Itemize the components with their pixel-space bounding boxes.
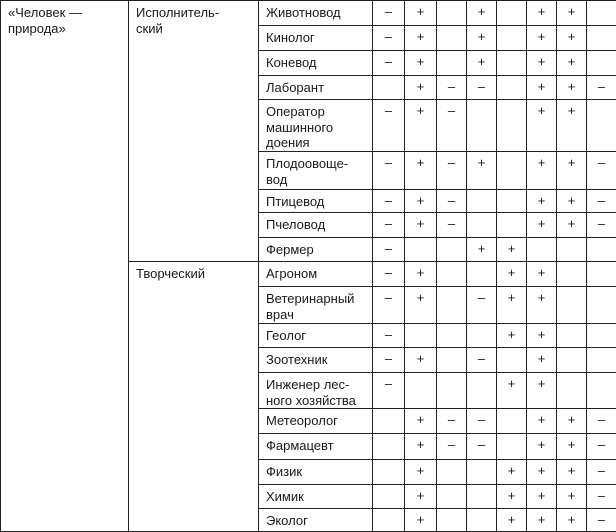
mark-cell <box>556 347 586 372</box>
mark-cell: + <box>556 75 586 99</box>
mark-cell: + <box>404 75 436 99</box>
mark-cell: – <box>586 484 616 508</box>
mark-cell: + <box>466 25 496 50</box>
profession-cell: Оператор машинного доения <box>258 99 372 151</box>
mark-cell <box>526 237 556 261</box>
mark-cell: + <box>556 189 586 212</box>
mark-cell <box>586 323 616 347</box>
mark-cell <box>372 433 404 459</box>
mark-cell: + <box>526 459 556 484</box>
mark-cell: + <box>526 433 556 459</box>
profession-cell: Лаборант <box>258 75 372 99</box>
mark-cell: + <box>556 408 586 433</box>
mark-cell <box>372 75 404 99</box>
profession-cell: Инженер лес- ного хозяйства <box>258 372 372 408</box>
mark-cell: – <box>372 0 404 25</box>
mark-cell <box>372 484 404 508</box>
mark-cell: + <box>404 50 436 75</box>
mark-cell <box>404 237 436 261</box>
mark-cell: + <box>404 347 436 372</box>
mark-cell <box>436 508 466 532</box>
mark-cell: + <box>526 50 556 75</box>
mark-cell: + <box>556 212 586 237</box>
mark-cell: + <box>404 212 436 237</box>
mark-cell <box>436 237 466 261</box>
mark-cell: – <box>466 286 496 323</box>
mark-cell <box>496 99 526 151</box>
profession-cell: Ветеринарный врач <box>258 286 372 323</box>
mark-cell: – <box>436 99 466 151</box>
mark-cell: + <box>404 0 436 25</box>
mark-cell: – <box>372 347 404 372</box>
profession-cell: Пчеловод <box>258 212 372 237</box>
mark-cell <box>586 50 616 75</box>
mark-cell <box>556 237 586 261</box>
mark-cell <box>436 25 466 50</box>
mark-cell: – <box>372 25 404 50</box>
mark-cell: – <box>586 212 616 237</box>
mark-cell: – <box>372 323 404 347</box>
profession-cell: Эколог <box>258 508 372 532</box>
mark-cell <box>556 286 586 323</box>
profession-cell: Агроном <box>258 261 372 286</box>
mark-cell: – <box>466 347 496 372</box>
mark-cell: + <box>526 347 556 372</box>
mark-cell: + <box>526 323 556 347</box>
mark-cell <box>586 99 616 151</box>
activity-type-cell: Исполнитель- ский <box>128 0 258 261</box>
profession-cell: Метеоролог <box>258 408 372 433</box>
activity-type-cell: Творческий <box>128 261 258 532</box>
mark-cell: + <box>526 484 556 508</box>
mark-cell: – <box>436 408 466 433</box>
mark-cell: + <box>556 25 586 50</box>
mark-cell <box>436 50 466 75</box>
profession-cell: Животновод <box>258 0 372 25</box>
mark-cell: + <box>466 151 496 189</box>
mark-cell: – <box>586 433 616 459</box>
mark-cell <box>436 372 466 408</box>
mark-cell <box>404 323 436 347</box>
mark-cell: – <box>372 237 404 261</box>
mark-cell <box>496 0 526 25</box>
profession-cell: Птицевод <box>258 189 372 212</box>
mark-cell: + <box>466 50 496 75</box>
mark-cell: + <box>556 508 586 532</box>
mark-cell <box>496 151 526 189</box>
mark-cell: – <box>372 212 404 237</box>
mark-cell: – <box>586 459 616 484</box>
mark-cell: – <box>586 508 616 532</box>
mark-cell: + <box>496 484 526 508</box>
mark-cell: + <box>526 151 556 189</box>
mark-cell: + <box>404 25 436 50</box>
mark-cell: – <box>466 408 496 433</box>
mark-cell <box>466 212 496 237</box>
mark-cell <box>466 189 496 212</box>
mark-cell: + <box>526 212 556 237</box>
mark-cell: + <box>526 261 556 286</box>
mark-cell: – <box>372 50 404 75</box>
mark-cell <box>466 323 496 347</box>
mark-cell <box>496 408 526 433</box>
mark-cell <box>466 459 496 484</box>
mark-cell: + <box>404 459 436 484</box>
mark-cell <box>404 372 436 408</box>
mark-cell: + <box>404 99 436 151</box>
mark-cell: + <box>496 237 526 261</box>
mark-cell: + <box>556 0 586 25</box>
mark-cell <box>466 484 496 508</box>
profession-cell: Химик <box>258 484 372 508</box>
mark-cell <box>586 25 616 50</box>
mark-cell: + <box>526 189 556 212</box>
mark-cell: + <box>556 433 586 459</box>
mark-cell <box>556 261 586 286</box>
mark-cell <box>466 372 496 408</box>
profession-cell: Фармацевт <box>258 433 372 459</box>
mark-cell: – <box>586 189 616 212</box>
mark-cell <box>586 261 616 286</box>
mark-cell: – <box>372 189 404 212</box>
profession-cell: Фермер <box>258 237 372 261</box>
mark-cell <box>556 372 586 408</box>
mark-cell: + <box>404 261 436 286</box>
mark-cell: + <box>404 508 436 532</box>
mark-cell: + <box>526 99 556 151</box>
mark-cell <box>496 212 526 237</box>
sphere-cell: «Человек — природа» <box>0 0 128 532</box>
mark-cell: + <box>496 323 526 347</box>
profession-cell: Геолог <box>258 323 372 347</box>
mark-cell <box>436 286 466 323</box>
mark-cell <box>496 50 526 75</box>
mark-cell: + <box>404 189 436 212</box>
mark-cell <box>496 347 526 372</box>
profession-cell: Физик <box>258 459 372 484</box>
mark-cell <box>556 323 586 347</box>
mark-cell: + <box>526 286 556 323</box>
mark-cell: + <box>526 508 556 532</box>
mark-cell: – <box>372 286 404 323</box>
mark-cell: – <box>586 408 616 433</box>
mark-cell <box>436 323 466 347</box>
profession-cell: Кинолог <box>258 25 372 50</box>
mark-cell: + <box>526 408 556 433</box>
mark-cell: – <box>466 433 496 459</box>
mark-cell <box>466 261 496 286</box>
mark-cell <box>436 347 466 372</box>
mark-cell: + <box>404 433 436 459</box>
profession-cell: Коневод <box>258 50 372 75</box>
mark-cell: – <box>436 433 466 459</box>
mark-cell: – <box>586 151 616 189</box>
mark-cell: + <box>526 0 556 25</box>
mark-cell <box>436 484 466 508</box>
mark-cell: + <box>404 408 436 433</box>
mark-cell: + <box>404 151 436 189</box>
mark-cell: + <box>526 372 556 408</box>
mark-cell: + <box>496 459 526 484</box>
mark-cell: + <box>496 286 526 323</box>
mark-cell: – <box>372 99 404 151</box>
mark-cell: + <box>496 261 526 286</box>
mark-cell: + <box>556 484 586 508</box>
mark-cell: + <box>526 75 556 99</box>
mark-cell <box>436 261 466 286</box>
mark-cell: + <box>556 99 586 151</box>
mark-cell <box>372 459 404 484</box>
profession-cell: Плодоовоще- вод <box>258 151 372 189</box>
mark-cell: + <box>556 459 586 484</box>
mark-cell <box>466 508 496 532</box>
mark-cell <box>436 0 466 25</box>
mark-cell <box>586 372 616 408</box>
mark-cell: – <box>436 189 466 212</box>
mark-cell: + <box>496 508 526 532</box>
mark-cell: – <box>436 151 466 189</box>
mark-cell: + <box>404 286 436 323</box>
mark-cell <box>372 408 404 433</box>
mark-cell: – <box>466 75 496 99</box>
mark-cell: – <box>586 75 616 99</box>
mark-cell <box>586 286 616 323</box>
mark-cell: + <box>556 151 586 189</box>
mark-cell: – <box>436 212 466 237</box>
mark-cell: – <box>372 261 404 286</box>
mark-cell <box>372 508 404 532</box>
mark-cell <box>586 0 616 25</box>
mark-cell <box>496 75 526 99</box>
mark-cell: + <box>466 0 496 25</box>
mark-cell <box>496 433 526 459</box>
mark-cell <box>436 459 466 484</box>
profession-cell: Зоотехник <box>258 347 372 372</box>
mark-cell <box>466 99 496 151</box>
mark-cell: – <box>372 151 404 189</box>
mark-cell: + <box>526 25 556 50</box>
mark-cell: + <box>466 237 496 261</box>
mark-cell <box>586 237 616 261</box>
mark-cell: – <box>372 372 404 408</box>
mark-cell: – <box>436 75 466 99</box>
mark-cell <box>496 189 526 212</box>
mark-cell: + <box>404 484 436 508</box>
mark-cell: + <box>556 50 586 75</box>
mark-cell: + <box>496 372 526 408</box>
mark-cell <box>496 25 526 50</box>
mark-cell <box>586 347 616 372</box>
